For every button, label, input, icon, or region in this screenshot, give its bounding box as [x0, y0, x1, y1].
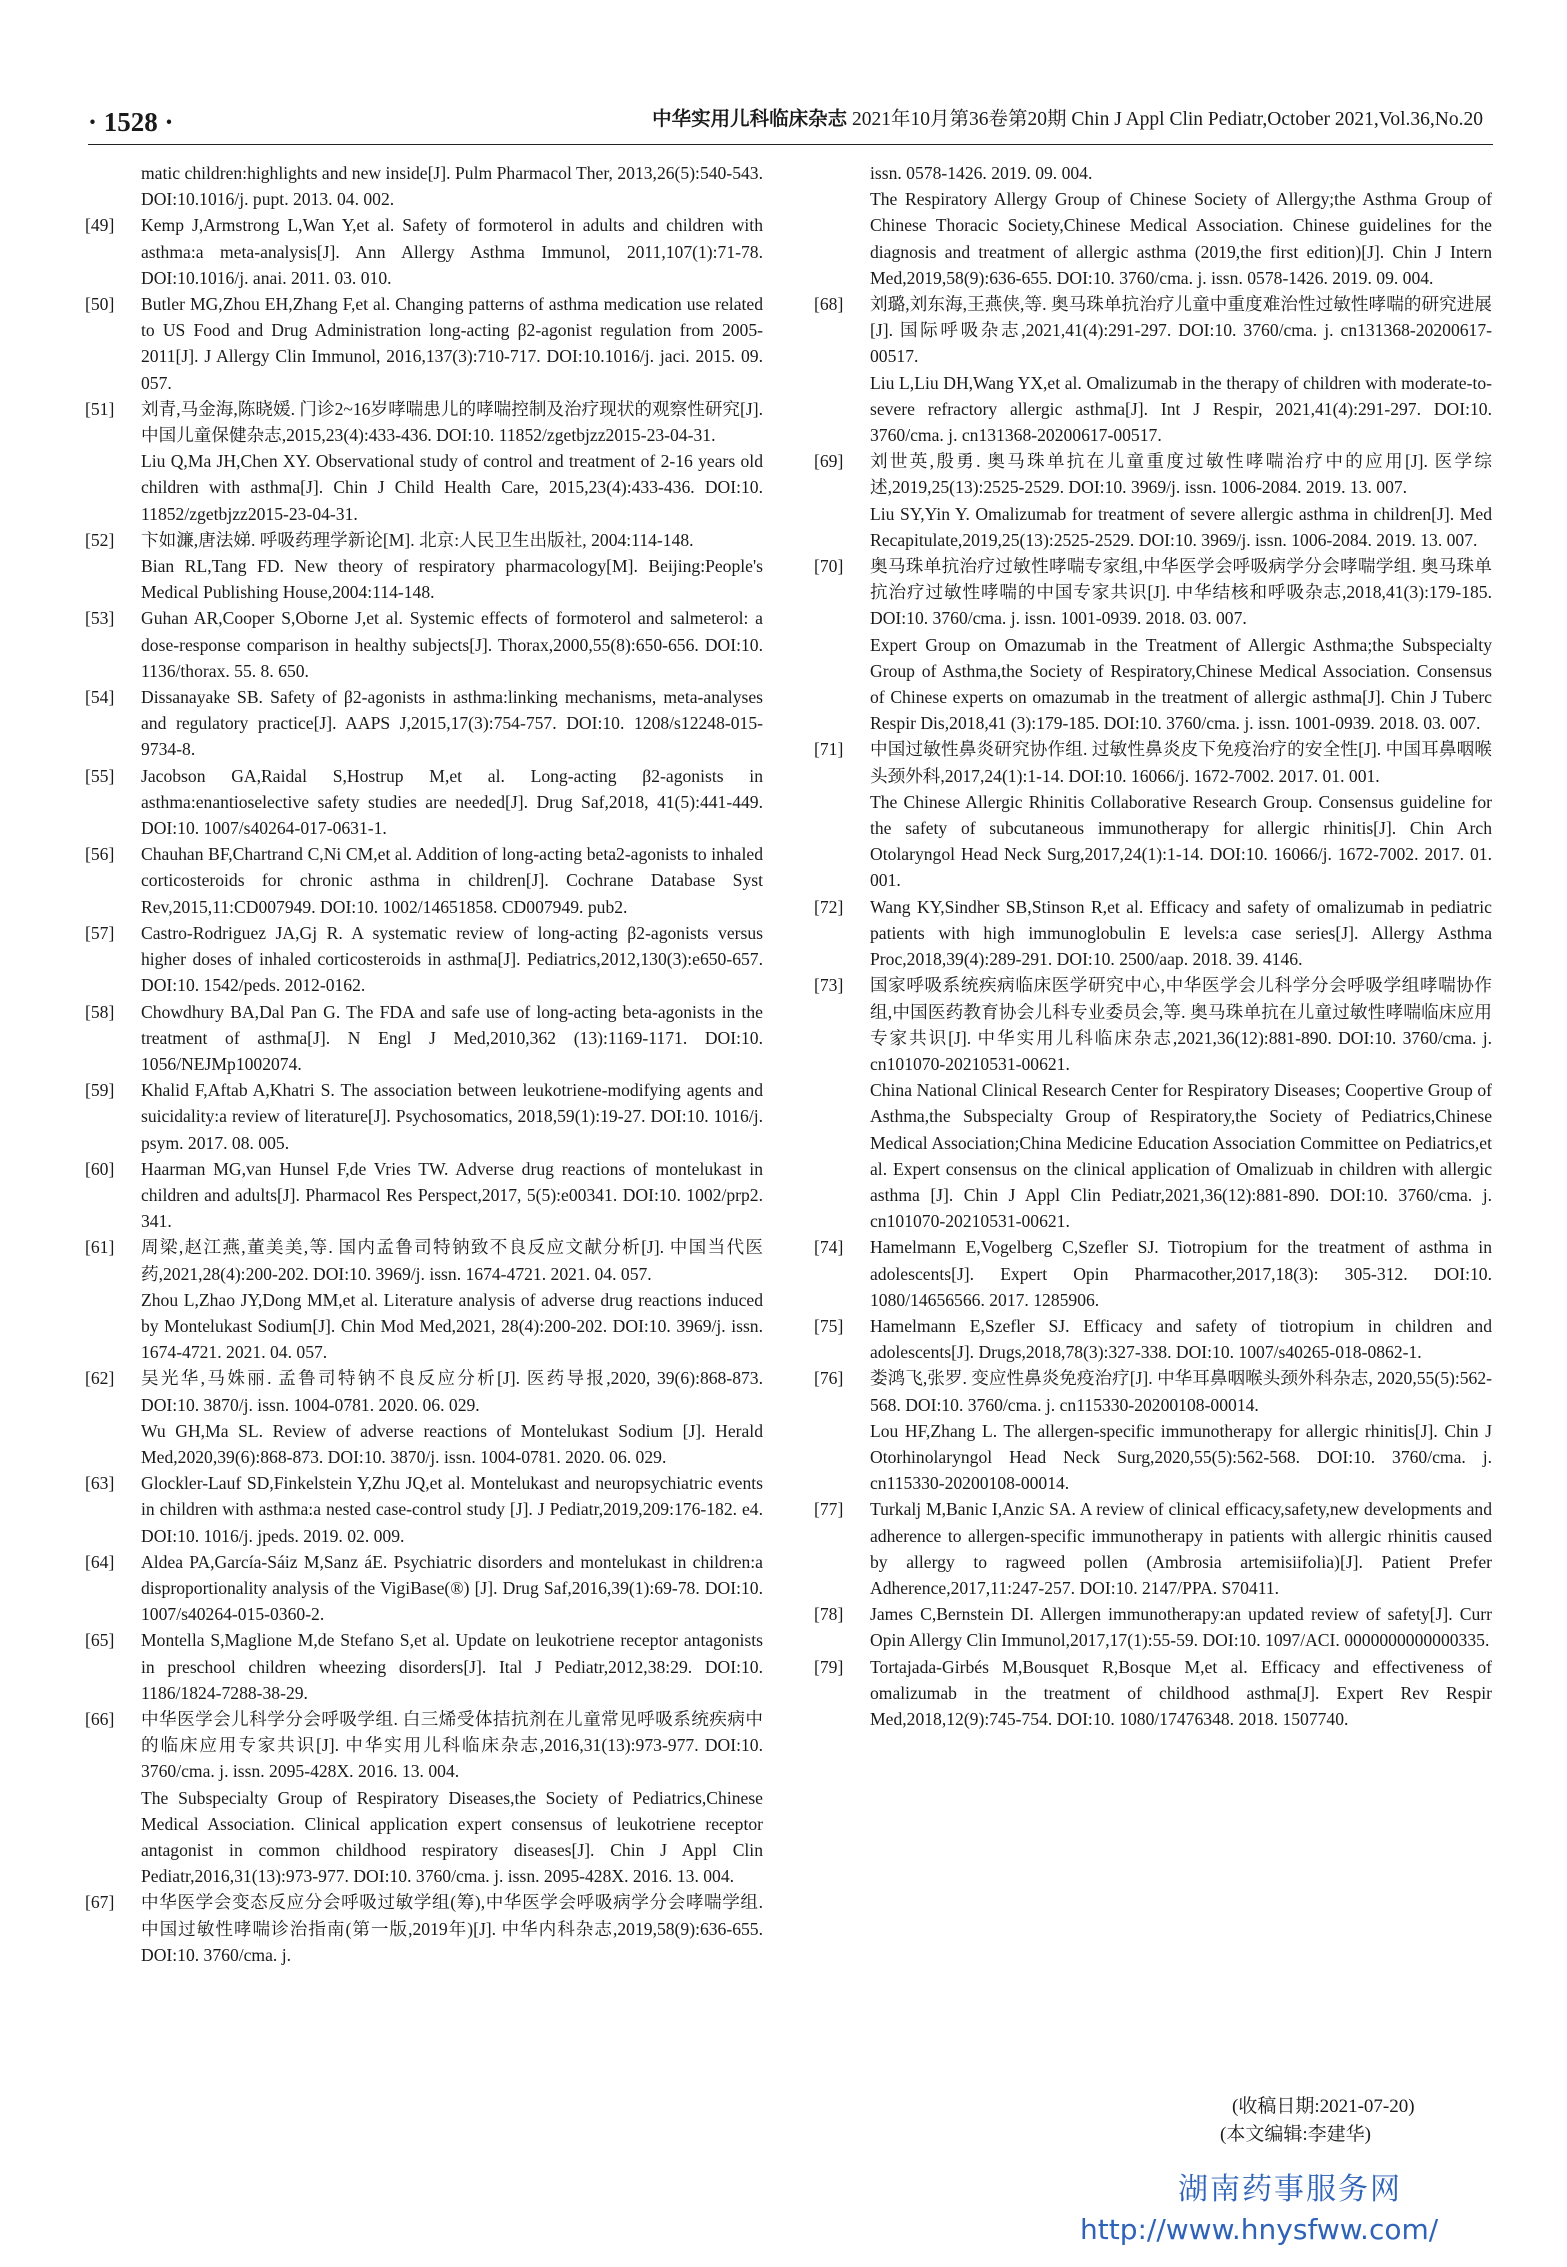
- reference-text: [870, 1365, 1492, 1496]
- reference-citation: 中华医学会变态反应分会呼吸过敏学组(筹),中华医学会呼吸病学分会哮喘学组. 中国过敏性哮喘诊治指南(第一版,2019年)[J]. 中华内科杂志,2019,58(9):636-655. DOI:10. 3760/cma. j.: [141, 1892, 763, 1965]
- reference-entry: [85, 1627, 763, 1706]
- reference-entry: [814, 972, 1492, 1234]
- reference-citation: Liu SY,Yin Y. Omalizumab for treatment of severe allergic asthma in children[J]. Med Recapitulate,2019,25(13):2525-2529. DOI:10. 3969/j. issn. 1006-2084. 2019. 13. 007.: [870, 503, 1492, 550]
- reference-number: [66]: [85, 1708, 115, 1729]
- reference-text: [141, 527, 763, 606]
- reference-list-left: [85, 212, 763, 1968]
- reference-number: [62]: [85, 1368, 115, 1389]
- reference-text: [141, 1889, 763, 1968]
- reference-citation: 吴光华,马姝丽. 孟鲁司特钠不良反应分析[J]. 医药导报,2020, 39(6):868-873. DOI:10. 3870/j. issn. 1004-0781. 2020. 06. 029.: [141, 1368, 763, 1415]
- reference-number: [64]: [85, 1551, 115, 1572]
- reference-citation: Dissanayake SB. Safety of β2-agonists in asthma:linking mechanisms, meta-analyses and regulatory practice[J]. AAPS J,2015,17(3):754-757. DOI:10. 1208/s12248-015-9734-8.: [141, 687, 763, 760]
- reference-entry: [814, 553, 1492, 736]
- reference-citation: 周梁,赵江燕,董美美,等. 国内孟鲁司特钠致不良反应文献分析[J]. 中国当代医药,2021,28(4):200-202. DOI:10. 3969/j. issn. 1674-4721. 2021. 04. 057.: [141, 1237, 763, 1284]
- watermark-url: http://www.hnysfww.com/: [1080, 2213, 1439, 2246]
- reference-number: [68]: [814, 294, 844, 315]
- reference-citation: Hamelmann E,Szefler SJ. Efficacy and safety of tiotropium in children and adolescents[J]. Drugs,2018,78(3):327-338. DOI:10. 1007/s40265-018-0862-1.: [870, 1315, 1492, 1363]
- running-header: [88, 100, 1493, 145]
- reference-text: [141, 1156, 763, 1235]
- reference-citation: Hamelmann E,Vogelberg C,Szefler SJ. Tiotropium for the treatment of asthma in adolescents[J]. Expert Opin Pharmacother,2017,18(3): 305-312. DOI:10. 1080/14656566. 2017. 1285906.: [870, 1237, 1492, 1310]
- reference-citation: Khalid F,Aftab A,Khatri S. The association between leukotriene-modifying agents and suicidality:a review of literature[J]. Psychosomatics, 2018,59(1):19-27. DOI:10. 1016/j. psym. 2017. 08. 005.: [141, 1080, 763, 1153]
- journal-info: [652, 100, 1483, 140]
- reference-number: [76]: [814, 1368, 844, 1389]
- reference-entry: [85, 1706, 763, 1889]
- continued-reference: [814, 160, 1492, 291]
- reference-citation: Wu GH,Ma SL. Review of adverse reactions of Montelukast Sodium [J]. Herald Med,2020,39(6):868-873. DOI:10. 3870/j. issn. 1004-0781. 2020. 06. 029.: [141, 1420, 763, 1467]
- reference-text: [870, 448, 1492, 553]
- reference-text: [870, 894, 1492, 973]
- reference-text: [141, 212, 763, 291]
- reference-entry: [85, 1470, 763, 1549]
- reference-text: [141, 920, 763, 999]
- left-column: [85, 160, 763, 1968]
- reference-citation: 刘世英,殷勇. 奥马珠单抗在儿童重度过敏性哮喘治疗中的应用[J]. 医学综述,2019,25(13):2525-2529. DOI:10. 3969/j. issn. 1006-2084. 2019. 13. 007.: [870, 451, 1492, 498]
- reference-citation: 刘璐,刘东海,王燕侠,等. 奥马珠单抗治疗儿童中重度难治性过敏性哮喘的研究进展[J]. 国际呼吸杂志,2021,41(4):291-297. DOI:10. 3760/cma. j. cn131368-20200617-00517.: [870, 294, 1492, 367]
- reference-citation: Aldea PA,García-Sáiz M,Sanz áE. Psychiatric disorders and montelukast in children:a disproportionality analysis of the VigiBase(®) [J]. Drug Saf,2016,39(1):69-78. DOI:10. 1007/s40264-015-0360-2.: [141, 1551, 763, 1625]
- continued-reference-text: The Respiratory Allergy Group of Chinese Society of Allergy;the Asthma Group of Chinese Thoracic Society,Chinese Medical Association. Chinese guidelines for the diagnosis and treatment of allergic asthma (2019,the first edition)[J]. Chin J Intern Med,2019,58(9):636-655. DOI:10. 3760/cma. j. issn. 0578-1426. 2019. 09. 004.: [870, 189, 1492, 288]
- reference-entry: [814, 1654, 1492, 1733]
- reference-number: [52]: [85, 529, 115, 550]
- reference-entry: [85, 527, 763, 606]
- reference-entry: [85, 920, 763, 999]
- reference-entry: [85, 1365, 763, 1470]
- reference-citation: The Subspecialty Group of Respiratory Diseases,the Society of Pediatrics,Chinese Medical Association. Clinical application expert consensus of leukotriene receptor antagonist in common childhood respiratory diseases[J]. Chin J Appl Clin Pediatr,2016,31(13):973-977. DOI:10. 3760/cma. j. issn. 2095-428X. 2016. 13. 004.: [141, 1787, 763, 1887]
- received-date: (收稿日期:2021-07-20): [1232, 2096, 1415, 2117]
- reference-text: [141, 1077, 763, 1156]
- reference-number: [72]: [814, 896, 844, 917]
- reference-text: [870, 1496, 1492, 1601]
- reference-citation: James C,Bernstein DI. Allergen immunotherapy:an updated review of safety[J]. Curr Opin Allergy Clin Immunol,2017,17(1):55-59. DOI:10. 1097/ACI. 0000000000000335.: [870, 1604, 1492, 1651]
- reference-text: [141, 1549, 763, 1628]
- reference-number: [74]: [814, 1237, 844, 1258]
- journal-name-cn: 中华实用儿科临床杂志: [652, 109, 848, 130]
- reference-text: [870, 1234, 1492, 1313]
- reference-entry: [85, 291, 763, 396]
- reference-citation: Guhan AR,Cooper S,Oborne J,et al. Systemic effects of formoterol and salmeterol: a dose-response comparison in healthy subjects[J]. Thorax,2000,55(8):650-656. DOI:10. 1136/thorax. 55. 8. 650.: [141, 608, 763, 681]
- reference-entry: [85, 212, 763, 291]
- reference-number: [78]: [814, 1604, 844, 1625]
- reference-citation: 娄鸿飞,张罗. 变应性鼻炎免疫治疗[J]. 中华耳鼻咽喉头颈外科杂志, 2020,55(5):562-568. DOI:10. 3760/cma. j. cn115330-20200108-00014.: [870, 1368, 1492, 1415]
- page-number: · 1528 ·: [88, 107, 174, 137]
- reference-entry: [814, 894, 1492, 973]
- reference-entry: [85, 684, 763, 763]
- reference-number: [73]: [814, 975, 844, 996]
- reference-number: [63]: [85, 1473, 115, 1494]
- reference-citation: Tortajada-Girbés M,Bousquet R,Bosque M,et al. Efficacy and effectiveness of omalizumab in the treatment of childhood asthma[J]. Expert Rev Respir Med,2018,12(9):745-754. DOI:10. 1080/17476348. 2018. 1507740.: [870, 1656, 1492, 1729]
- reference-text: [141, 291, 763, 396]
- editor-note: (本文编辑:李建华): [1220, 2124, 1371, 2145]
- reference-number: [59]: [85, 1080, 115, 1101]
- reference-entry: [85, 1156, 763, 1235]
- reference-citation: Chowdhury BA,Dal Pan G. The FDA and safe use of long-acting beta-agonists in the treatment of asthma[J]. N Engl J Med,2010,362 (13):1169-1171. DOI:10. 1056/NEJMp1002074.: [141, 1001, 763, 1074]
- reference-text: [141, 1706, 763, 1889]
- reference-citation: Chauhan BF,Chartrand C,Ni CM,et al. Addition of long-acting beta2-agonists to inhaled corticosteroids for chronic asthma in children[J]. Cochrane Database Syst Rev,2015,11:CD007949. DOI:10. 1002/14651858. CD007949. pub2.: [141, 844, 763, 917]
- reference-text: [870, 1601, 1492, 1653]
- reference-number: [51]: [85, 398, 115, 419]
- reference-citation: Glockler-Lauf SD,Finkelstein Y,Zhu JQ,et al. Montelukast and neuropsychiatric events in children with asthma:a nested case-control study [J]. J Pediatr,2019,209:176-182. e4. DOI:10. 1016/j. jpeds. 2019. 02. 009.: [141, 1473, 763, 1546]
- reference-citation: Liu L,Liu DH,Wang YX,et al. Omalizumab in the therapy of children with moderate-to-severe refractory allergic asthma[J]. Int J Respir, 2021,41(4):291-297. DOI:10. 3760/cma. j. cn131368-20200617-00517.: [870, 372, 1492, 446]
- reference-number: [71]: [814, 739, 844, 760]
- reference-number: [77]: [814, 1499, 844, 1520]
- reference-number: [75]: [814, 1315, 844, 1336]
- reference-entry: [814, 1234, 1492, 1313]
- reference-text: [870, 1313, 1492, 1365]
- continued-reference: matic children:highlights and new inside[J]. Pulm Pharmacol Ther, 2013,26(5):540-543. DOI:10.1016/j. pupt. 2013. 04. 002.: [141, 163, 763, 210]
- reference-citation: Montella S,Maglione M,de Stefano S,et al. Update on leukotriene receptor antagonists in preschool children wheezing disorders[J]. Ital J Pediatr,2012,38:29. DOI:10. 1186/1824-7288-38-29.: [141, 1630, 763, 1703]
- reference-entry: [814, 291, 1492, 448]
- reference-text: [141, 1234, 763, 1365]
- reference-citation: The Chinese Allergic Rhinitis Collaborative Research Group. Consensus guideline for the safety of subcutaneous immunotherapy for allergic rhinitis[J]. Chin Arch Otolaryngol Head Neck Surg,2017,24(1):1-14. DOI:10. 16066/j. 1672-7002. 2017. 01. 001.: [870, 791, 1492, 891]
- reference-citation: 刘青,马金海,陈晓媛. 门诊2~16岁哮喘患儿的哮喘控制及治疗现状的观察性研究[J]. 中国儿童保健杂志,2015,23(4):433-436. DOI:10. 11852/zgetbjzz2015-23-04-31.: [141, 398, 763, 446]
- reference-text: [870, 553, 1492, 736]
- journal-issue: 2021年10月第36卷第20期: [852, 109, 1067, 130]
- reference-number: [56]: [85, 844, 115, 865]
- reference-citation: 卞如濂,唐法娣. 呼吸药理学新论[M]. 北京:人民卫生出版社, 2004:114-148.: [141, 529, 694, 550]
- reference-citation: Turkalj M,Banic I,Anzic SA. A review of clinical efficacy,safety,new developments and adherence to allergen-specific immunotherapy in patients with allergic rhinitis caused by allergy to ragweed pollen (Ambrosia artemisiifolia)[J]. Patient Prefer Adherence,2017,11:247-257. DOI:10. 2147/PPA. S70411.: [870, 1499, 1492, 1598]
- reference-entry: [85, 1549, 763, 1628]
- reference-citation: 中华医学会儿科学分会呼吸学组. 白三烯受体拮抗剂在儿童常见呼吸系统疾病中的临床应用专家共识[J]. 中华实用儿科临床杂志,2016,31(13):973-977. DOI:10. 3760/cma. j. issn. 2095-428X. 2016. 13. 004.: [141, 1708, 763, 1782]
- reference-number: [54]: [85, 687, 115, 708]
- reference-number: [61]: [85, 1237, 115, 1258]
- reference-number: [79]: [814, 1656, 844, 1677]
- reference-citation: 奥马珠单抗治疗过敏性哮喘专家组,中华医学会呼吸病学分会哮喘学组. 奥马珠单抗治疗过敏性哮喘的中国专家共识[J]. 中华结核和呼吸杂志,2018,41(3):179-185. DOI:10. 3760/cma. j. issn. 1001-0939. 2018. 03. 007.: [870, 556, 1492, 629]
- reference-number: [53]: [85, 608, 115, 629]
- reference-entry: [814, 1601, 1492, 1653]
- watermark: [1080, 2170, 1500, 2250]
- reference-number: [69]: [814, 451, 844, 472]
- reference-entry: [814, 1365, 1492, 1496]
- reference-text: [870, 291, 1492, 448]
- reference-text: [141, 1627, 763, 1706]
- reference-text: [141, 684, 763, 763]
- reference-number: [58]: [85, 1001, 115, 1022]
- reference-entry: [85, 1889, 763, 1968]
- reference-citation: Liu Q,Ma JH,Chen XY. Observational study of control and treatment of 2-16 years old children with asthma[J]. Chin J Child Health Care, 2015,23(4):433-436. DOI:10. 11852/zgetbjzz2015-23-04-31.: [141, 451, 763, 524]
- reference-text: [870, 972, 1492, 1234]
- reference-text: [141, 1470, 763, 1549]
- reference-text: [870, 736, 1492, 893]
- reference-citation: 国家呼吸系统疾病临床医学研究中心,中华医学会儿科学分会呼吸学组哮喘协作组,中国医药教育协会儿科专业委员会,等. 奥马珠单抗在儿童过敏性哮喘临床应用专家共识[J]. 中华实用儿科临床杂志,2021,36(12):881-890. DOI:10. 3760/cma. j. cn101070-20210531-00621.: [870, 975, 1492, 1074]
- journal-name-en: Chin J Appl Clin Pediatr,October 2021,Vol.36,No.20: [1071, 109, 1483, 130]
- reference-text: [141, 396, 763, 527]
- reference-citation: Wang KY,Sindher SB,Stinson R,et al. Efficacy and safety of omalizumab in pediatric patients with high immunoglobulin E levels:a case series[J]. Allergy Asthma Proc,2018,39(4):289-291. DOI:10. 2500/aap. 2018. 39. 4146.: [870, 896, 1492, 970]
- right-column: [814, 160, 1492, 1732]
- reference-citation: Kemp J,Armstrong L,Wan Y,et al. Safety of formoterol in adults and children with asthma:a meta-analysis[J]. Ann Allergy Asthma Immunol, 2011,107(1):71-78. DOI:10.1016/j. anai. 2011. 03. 010.: [141, 215, 763, 288]
- reference-text: [141, 1365, 763, 1470]
- reference-text: [141, 605, 763, 684]
- reference-text: [141, 999, 763, 1078]
- reference-entry: [85, 763, 763, 842]
- reference-entry: [85, 396, 763, 527]
- reference-list-right: [814, 291, 1492, 1732]
- watermark-site-name: 湖南药事服务网: [1178, 2172, 1402, 2207]
- reference-citation: Jacobson GA,Raidal S,Hostrup M,et al. Long-acting β2-agonists in asthma:enantioselective safety studies are needed[J]. Drug Saf,2018, 41(5):441-449. DOI:10. 1007/s40264-017-0631-1.: [141, 765, 763, 839]
- reference-entry: [85, 999, 763, 1078]
- reference-citation: China National Clinical Research Center for Respiratory Diseases; Coopertive Group of Asthma,the Subspecialty Group of Respiratory,the Society of Pediatrics,Chinese Medical Association;China Medicine Education Association Committee on Pediatrics,et al. Expert consensus on the clinical application of Omalizuab in children with allergic asthma [J]. Chin J Appl Clin Pediatr,2021,36(12):881-890. DOI:10. 3760/cma. j. cn101070-20210531-00621.: [870, 1080, 1492, 1232]
- reference-number: [65]: [85, 1630, 115, 1651]
- reference-entry: [814, 1496, 1492, 1601]
- reference-entry: [85, 841, 763, 920]
- reference-entry: [85, 1234, 763, 1365]
- reference-text: [141, 763, 763, 842]
- reference-number: [50]: [85, 294, 115, 315]
- reference-entry: [85, 605, 763, 684]
- reference-text: [870, 1654, 1492, 1733]
- continued-reference-text: issn. 0578-1426. 2019. 09. 004.: [870, 163, 1093, 183]
- reference-citation: Haarman MG,van Hunsel F,de Vries TW. Adverse drug reactions of montelukast in children and adults[J]. Pharmacol Res Perspect,2017, 5(5):e00341. DOI:10. 1002/prp2. 341.: [141, 1158, 763, 1232]
- reference-citation: Butler MG,Zhou EH,Zhang F,et al. Changing patterns of asthma medication use related to US Food and Drug Administration long-acting β2-agonist regulation from 2005-2011[J]. J Allergy Clin Immunol, 2016,137(3):710-717. DOI:10.1016/j. jaci. 2015. 09. 057.: [141, 294, 763, 393]
- reference-number: [67]: [85, 1892, 115, 1913]
- reference-citation: Lou HF,Zhang L. The allergen-specific immunotherapy for allergic rhinitis[J]. Chin J Otorhinolaryngol Head Neck Surg,2020,55(5):562-568. DOI:10. 3760/cma. j. cn115330-20200108-00014.: [870, 1420, 1492, 1494]
- reference-number: [49]: [85, 215, 115, 236]
- reference-number: [70]: [814, 556, 844, 577]
- reference-citation: Expert Group on Omazumab in the Treatment of Allergic Asthma;the Subspecialty Group of Asthma,the Society of Respiratory,Chinese Medical Association. Consensus of Chinese experts on omazumab in the treatment of allergic asthma[J]. Chin J Tuberc Respir Dis,2018,41 (3):179-185. DOI:10. 3760/cma. j. issn. 1001-0939. 2018. 03. 007.: [870, 634, 1492, 734]
- reference-citation: Zhou L,Zhao JY,Dong MM,et al. Literature analysis of adverse drug reactions induced by Montelukast Sodium[J]. Chin Mod Med,2021, 28(4):200-202. DOI:10. 3969/j. issn. 1674-4721. 2021. 04. 057.: [141, 1289, 763, 1363]
- reference-entry: [814, 1313, 1492, 1365]
- reference-entry: [814, 736, 1492, 893]
- reference-entry: [85, 1077, 763, 1156]
- reference-citation: Bian RL,Tang FD. New theory of respiratory pharmacology[M]. Beijing:People's Medical Publishing House,2004:114-148.: [141, 556, 763, 603]
- reference-citation: 中国过敏性鼻炎研究协作组. 过敏性鼻炎皮下免疫治疗的安全性[J]. 中国耳鼻咽喉头颈外科,2017,24(1):1-14. DOI:10. 16066/j. 1672-7002. 2017. 01. 001.: [870, 739, 1492, 786]
- reference-number: [57]: [85, 922, 115, 943]
- reference-citation: Castro-Rodriguez JA,Gj R. A systematic review of long-acting β2-agonists versus higher doses of inhaled corticosteroids in asthma[J]. Pediatrics,2012,130(3):e650-657. DOI:10. 1542/peds. 2012-0162.: [141, 922, 763, 996]
- reference-text: [141, 841, 763, 920]
- reference-number: [55]: [85, 765, 115, 786]
- reference-entry: [814, 448, 1492, 553]
- reference-number: [60]: [85, 1158, 115, 1179]
